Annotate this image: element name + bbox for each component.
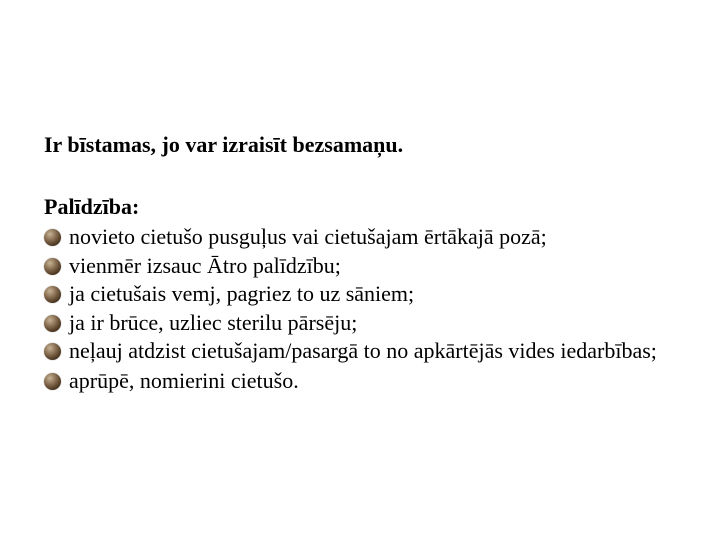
list-item — [44, 370, 684, 392]
bullet-sphere-icon — [44, 343, 61, 360]
bullet-sphere-icon — [44, 258, 61, 275]
list-item-text: aprūpē, nomierini cietušo. — [69, 368, 299, 393]
list-item — [44, 309, 684, 335]
bullet-sphere-icon — [44, 286, 61, 303]
list-item — [44, 283, 684, 305]
list-item-text: neļauj atdzist cietušajam/pasargā to no apkārtējās vides iedarbības; — [69, 338, 657, 363]
bullet-sphere-icon — [44, 315, 61, 332]
bullet-sphere-icon — [44, 229, 61, 246]
bullet-sphere-icon — [44, 373, 61, 390]
list-item — [44, 252, 684, 278]
bullet-list — [44, 226, 684, 399]
list-item-text: vienmēr izsauc Ātro palīdzību; — [69, 252, 341, 278]
subheading: Palīdzība: — [44, 194, 140, 219]
list-item-text: ja cietušais vemj, pagriez to uz sāniem; — [69, 281, 415, 306]
list-item — [44, 340, 684, 362]
heading: Ir bīstamas, jo var izraisīt bezsamaņu. — [44, 132, 404, 157]
list-item-text: novieto cietušo pusguļus vai cietušajam ērtākajā pozā; — [69, 224, 547, 249]
list-item — [44, 226, 684, 248]
list-item-text: ja ir brūce, uzliec sterilu pārsēju; — [69, 309, 358, 335]
